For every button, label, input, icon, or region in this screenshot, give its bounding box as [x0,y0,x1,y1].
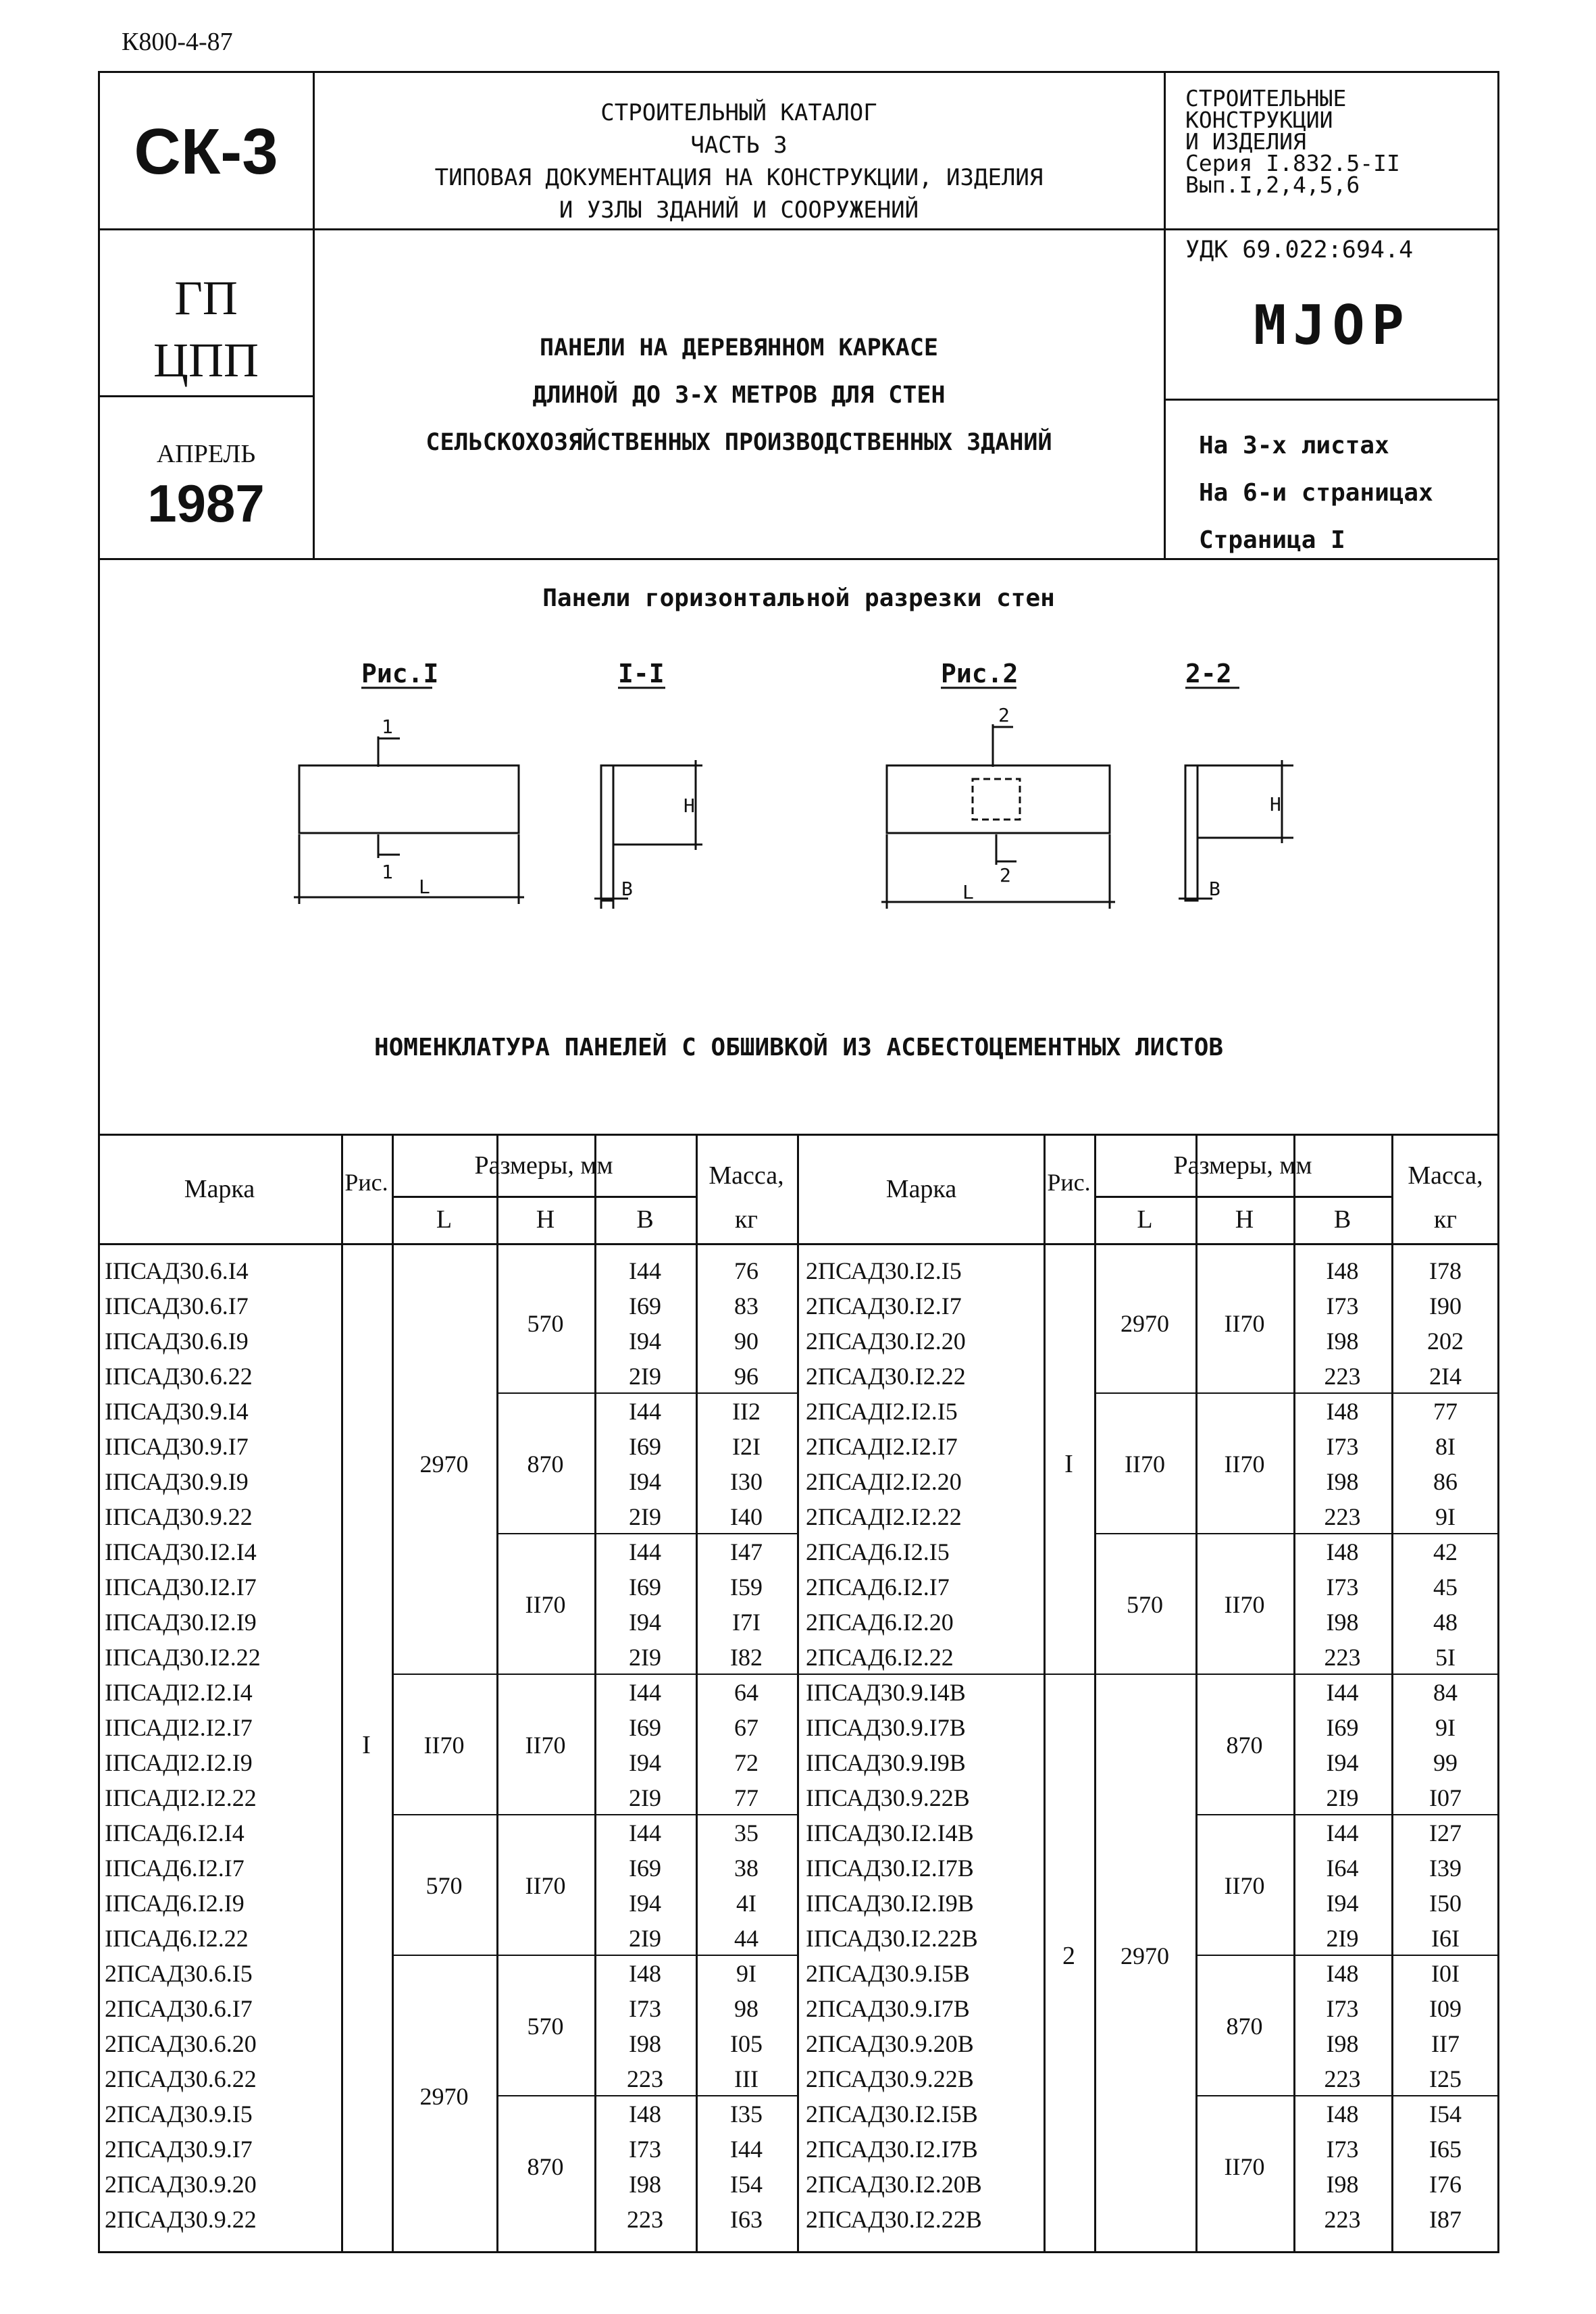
header-sizes: Размеры, мм [1173,1151,1312,1180]
table-separator [797,1135,799,2253]
table-row-mass: I40 [730,1503,763,1530]
table-row-marka: 2ПСАД30.I2.I7 [806,1292,962,1319]
table-row-b: I48 [1326,1538,1359,1565]
group-l-value: 2970 [419,1451,469,1478]
table-row-b: I44 [1326,1819,1359,1846]
section-number: 1 [382,715,393,738]
table-row-mass: 90 [734,1328,758,1355]
table-row-marka: IПСАД30.9.22В [806,1784,970,1811]
table-row-mass: 98 [734,1995,758,2022]
table-row-marka: IПСАД30.I2.I9В [806,1890,974,1917]
table-row-mass: I54 [1429,2101,1462,2128]
table-row-marka: IПСАД30.I2.I7 [105,1574,257,1601]
table-row-mass: I47 [730,1538,763,1565]
table-row-b: I44 [629,1538,661,1565]
table-row-b: I73 [629,1995,661,2022]
table-row-mass: 77 [734,1784,758,1811]
sec2-label: 2-2 [1185,659,1232,688]
table-row-mass: 83 [734,1292,758,1319]
header-rule [799,1243,1044,1245]
table-row-b: I44 [1326,1679,1359,1706]
table-row-b: I48 [1326,1257,1359,1284]
table-row-mass: 38 [734,1855,758,1882]
table-row-mass: I76 [1429,2171,1462,2198]
series-line: И ИЗДЕЛИЯ [1185,128,1306,155]
table-row-marka: IПСАД30.6.22 [105,1363,253,1390]
table-row-mass: 84 [1433,1679,1458,1706]
table-row-mass: I50 [1429,1890,1462,1917]
table-row-b: I94 [1326,1890,1359,1917]
header-marka: Марка [885,1175,957,1203]
table-row-mass: I6I [1431,1925,1460,1952]
table-row-b: I48 [1326,2101,1359,2128]
table-row-b: I69 [629,1855,661,1882]
catalog-code: МЈОР [1254,294,1411,357]
table-row-b: I69 [629,1433,661,1460]
series-line: СТРОИТЕЛЬНЫЕ [1185,85,1347,111]
group-h-value: 570 [527,2013,564,2040]
table-row-b: 223 [1324,1644,1361,1671]
table-row-mass: I39 [1429,1855,1462,1882]
header-rule [341,1243,797,1245]
table-row-b: 223 [1324,1503,1361,1530]
table-row-b: I98 [1326,2030,1359,2057]
table-row-b: 223 [627,2206,663,2233]
table-row-mass: 35 [734,1819,758,1846]
table-row-mass: I59 [730,1574,763,1601]
table-row-mass: 9I [1435,1714,1456,1741]
group-h-value: II70 [525,1732,566,1759]
header-ris: Рис. [1047,1169,1091,1196]
table-row-marka: 2ПСАД30.6.I7 [105,1995,253,2022]
table-row-mass: 96 [734,1363,758,1390]
header-sizes: Размеры, мм [474,1151,613,1180]
table-row-b: 223 [1324,2065,1361,2092]
pages-count: На 6-и страницах [1199,479,1433,507]
section-number: 1 [382,861,393,883]
table-row-marka: 2ПСАД30.9.20 [105,2171,257,2198]
table-row-b: 223 [627,2065,663,2092]
table-row-mass: I09 [1429,1995,1462,2022]
group-ris-value: I [362,1731,371,1759]
table-row-b: I98 [1326,1328,1359,1355]
table-row-mass: I87 [1429,2206,1462,2233]
table-row-marka: 2ПСАД30.I2.22В [806,2206,982,2233]
group-h-value: II70 [1224,1872,1265,1899]
table-row-b: I69 [1326,1714,1359,1741]
table-row-marka: 2ПСАД30.6.20 [105,2030,257,2057]
group-ris-value: 2 [1062,1942,1075,1970]
table-row-b: I44 [629,1679,661,1706]
series-line: Вып.I,2,4,5,6 [1185,172,1360,198]
series-line: КОНСТРУКЦИИ [1185,107,1333,133]
table-row-b: 223 [1324,1363,1361,1390]
table-row-marka: IПСАД30.9.I9 [105,1468,249,1495]
table-row-marka: IПСАД30.I2.I4 [105,1538,257,1565]
table-row-marka: 2ПСАД30.9.22 [105,2206,257,2233]
table-row-b: I94 [1326,1749,1359,1776]
table-row-b: I73 [629,2136,661,2163]
table-row-marka: 2ПСАД30.6.I5 [105,1960,253,1987]
table-row-b: I94 [629,1468,661,1495]
table-row-b: 2I9 [629,1784,661,1811]
table-row-mass: 42 [1433,1538,1458,1565]
table-row-marka: 2ПСАД30.6.22 [105,2065,257,2092]
group-l-value: 570 [1127,1591,1163,1618]
table-row-mass: I63 [730,2206,763,2233]
table-row-mass: 202 [1427,1328,1464,1355]
table-row-marka: IПСАД6.I2.I7 [105,1855,244,1882]
table-row-marka: 2ПСАД30.I2.20 [806,1328,966,1355]
table-row-b: I73 [1326,1574,1359,1601]
table-row-marka: 2ПСАДI2.I2.I5 [806,1398,958,1425]
table-row-marka: 2ПСАД30.9.I7В [806,1995,970,2022]
table-row-marka: IПСАДI2.I2.I4 [105,1679,253,1706]
table-row-mass: I90 [1429,1292,1462,1319]
table-row-marka: 2ПСАД30.9.22В [806,2065,974,2092]
table-row-b: 2I9 [629,1644,661,1671]
fig1-label: Рис.I [361,659,439,688]
table-row-b: I73 [1326,2136,1359,2163]
table-row-marka: 2ПСАДI2.I2.22 [806,1503,962,1530]
table-row-marka: IПСАД30.9.I4 [105,1398,249,1425]
table-row-b: I44 [629,1398,661,1425]
org-line: ГП [174,271,238,325]
sec1-label: I-I [618,659,665,688]
group-h-value: II70 [525,1591,566,1618]
table-row-mass: 5I [1435,1644,1456,1671]
table-row-b: I48 [1326,1960,1359,1987]
table-row-marka: 2ПСАД6.I2.20 [806,1609,954,1636]
table-row-b: I73 [1326,1292,1359,1319]
table-row-b: 2I9 [629,1925,661,1952]
table-row-mass: 48 [1433,1609,1458,1636]
table-row-marka: 2ПСАД30.9.20В [806,2030,974,2057]
table-row-mass: I25 [1429,2065,1462,2092]
table-row-marka: IПСАД30.I2.I4В [806,1819,974,1846]
table-row-b: I73 [1326,1995,1359,2022]
title-line: СЕЛЬСКОХОЗЯЙСТВЕННЫХ ПРОИЗВОДСТВЕННЫХ ЗДАНИЙ [426,429,1052,456]
table-row-mass: 2I4 [1429,1363,1462,1390]
group-l-value: II70 [1125,1451,1165,1478]
fig2-label: Рис.2 [941,659,1019,688]
table-row-marka: 2ПСАД6.I2.I7 [806,1574,950,1601]
sheets-count: На 3-х листах [1199,432,1389,459]
udk-code: УДК 69.022:694.4 [1185,236,1414,263]
group-h-value: II70 [525,1872,566,1899]
table-row-mass: I82 [730,1644,763,1671]
table-row-mass: I54 [730,2171,763,2198]
title-line: ПАНЕЛИ НА ДЕРЕВЯННОМ КАРКАСЕ [539,334,938,361]
catalog-line: И УЗЛЫ ЗДАНИЙ И СООРУЖЕНИЙ [559,197,919,224]
table-row-marka: IПСАД30.9.I7 [105,1433,249,1460]
section-number: 2 [1000,864,1011,886]
group-h-value: II70 [1224,1310,1265,1337]
table-row-mass: 4I [736,1890,756,1917]
table-row-b: I94 [629,1749,661,1776]
table-row-mass: I78 [1429,1257,1462,1284]
header-H: Н [536,1205,555,1234]
document-code: К800-4-87 [122,28,233,56]
group-h-value: II70 [1224,2153,1265,2180]
table-row-b: I94 [629,1609,661,1636]
table-row-mass: 44 [734,1925,758,1952]
group-h-value: II70 [1224,1591,1265,1618]
table-row-b: 2I9 [1326,1925,1359,1952]
table-row-b: I48 [629,1960,661,1987]
table-row-mass: II2 [732,1398,761,1425]
org-line: ЦПП [153,333,259,387]
header-rule [98,1243,341,1245]
header-ris: Рис. [344,1169,388,1196]
group-l-value: 2970 [1121,1942,1169,1969]
table-row-b: I94 [629,1890,661,1917]
table-row-b: I69 [629,1292,661,1319]
header-mass-unit: кг [734,1205,758,1234]
table-row-b: I69 [629,1574,661,1601]
table-row-marka: 2ПСАД30.I2.I7В [806,2136,978,2163]
table-row-mass: 9I [736,1960,756,1987]
table-row-b: I94 [629,1328,661,1355]
length-label: L [419,876,430,898]
header-H: Н [1235,1205,1254,1234]
table-row-mass: 76 [734,1257,758,1284]
table-row-b: I64 [1326,1855,1359,1882]
table-row-b: 2I9 [629,1503,661,1530]
group-l-value: 570 [426,1872,463,1899]
table-row-marka: 2ПСАД30.9.I5В [806,1960,970,1987]
table-row-b: I48 [629,2101,661,2128]
table-row-marka: IПСАДI2.I2.I7 [105,1714,253,1741]
table-row-mass: I65 [1429,2136,1462,2163]
header-mass-unit: кг [1433,1205,1458,1234]
table-row-b: I98 [1326,1468,1359,1495]
table-row-mass: 99 [1433,1749,1458,1776]
table-row-mass: 72 [734,1749,758,1776]
header-rule [1044,1243,1499,1245]
table-row-marka: 2ПСАД30.9.I7 [105,2136,253,2163]
table-row-marka: IПСАД30.6.I4 [105,1257,249,1284]
sk-label: СК-3 [134,116,278,188]
table-row-marka: IПСАД30.I2.22В [806,1925,978,1952]
header-B: В [636,1205,654,1234]
header-mass: Масса, [709,1161,784,1190]
header-B: В [1333,1205,1352,1234]
header-mass: Масса, [1408,1161,1483,1190]
table-row-mass: 86 [1433,1468,1458,1495]
group-l-value: 2970 [1121,1310,1169,1337]
table-row-mass: I7I [732,1609,761,1636]
table-row-mass: I05 [730,2030,763,2057]
width-label: B [621,878,633,900]
header-L: L [436,1205,453,1234]
group-l-value: II70 [423,1732,465,1759]
table-row-marka: IПСАД30.6.I7 [105,1292,249,1319]
table-row-marka: 2ПСАД30.I2.I5 [806,1257,962,1284]
width-label: B [1209,878,1220,900]
table-row-marka: 2ПСАДI2.I2.I7 [806,1433,958,1460]
table-row-mass: I27 [1429,1819,1462,1846]
table-row-marka: IПСАДI2.I2.I9 [105,1749,253,1776]
table-row-mass: II7 [1431,2030,1460,2057]
length-label: L [962,881,974,903]
table-row-b: I98 [1326,1609,1359,1636]
table-row-b: I44 [629,1257,661,1284]
table-row-mass: 9I [1435,1503,1456,1530]
table-row-marka: IПСАД30.6.I9 [105,1328,249,1355]
table-row-marka: IПСАД30.9.22 [105,1503,253,1530]
table-title: НОМЕНКЛАТУРА ПАНЕЛЕЙ С ОБШИВКОЙ ИЗ АСБЕСТОЦЕМЕНТНЫХ ЛИСТОВ [374,1034,1224,1061]
table-row-b: 223 [1324,2206,1361,2233]
table-row-b: I98 [629,2171,661,2198]
table-row-marka: IПСАД6.I2.I4 [105,1819,244,1846]
group-h-value: 870 [1226,1732,1263,1759]
table-row-b: I44 [629,1819,661,1846]
table-row-marka: 2ПСАДI2.I2.20 [806,1468,962,1495]
table-row-marka: IПСАД6.I2.22 [105,1925,249,1952]
section-number: 2 [998,704,1010,726]
group-h-value: 870 [527,2153,564,2180]
page-number: Страница I [1199,526,1345,554]
table-row-marka: 2ПСАД6.I2.I5 [806,1538,950,1565]
table-row-mass: I30 [730,1468,763,1495]
table-row-marka: IПСАД30.I2.22 [105,1644,261,1671]
title-line: ДЛИНОЙ ДО 3-Х МЕТРОВ ДЛЯ СТЕН [532,382,946,409]
header-marka: Марка [184,1175,255,1203]
group-h-value: 870 [1226,2013,1263,2040]
series-line: Серия I.832.5-II [1185,150,1400,176]
table-row-mass: I2I [732,1433,761,1460]
group-ris-value: I [1064,1450,1073,1478]
issue-month: АПРЕЛЬ [156,440,256,468]
group-l-value: 2970 [419,2083,469,2110]
table-row-mass: 45 [1433,1574,1458,1601]
issue-year: 1987 [147,474,265,533]
table-row-marka: 2ПСАД30.9.I5 [105,2101,253,2128]
table-row-mass: I35 [730,2101,763,2128]
table-row-mass: I07 [1429,1784,1462,1811]
table-row-marka: 2ПСАД30.I2.I5В [806,2101,978,2128]
table-row-b: I98 [1326,2171,1359,2198]
header-L: L [1137,1205,1153,1234]
table-row-mass: III [734,2065,758,2092]
group-h-value: 570 [527,1310,564,1337]
table-row-mass: 67 [734,1714,758,1741]
table-row-mass: 64 [734,1679,758,1706]
table-row-mass: 77 [1433,1398,1458,1425]
table-row-marka: IПСАД6.I2.I9 [105,1890,244,1917]
table-row-marka: 2ПСАД6.I2.22 [806,1644,954,1671]
table-row-marka: IПСАД30.I2.I9 [105,1609,257,1636]
table-row-marka: IПСАД30.9.I9В [806,1749,966,1776]
table-row-marka: IПСАД30.9.I7В [806,1714,966,1741]
table-row-marka: 2ПСАД30.I2.22 [806,1363,966,1390]
table-row-mass: I44 [730,2136,763,2163]
catalog-line: СТРОИТЕЛЬНЫЙ КАТАЛОГ [600,99,877,126]
height-label: H [684,795,695,817]
catalog-line: ТИПОВАЯ ДОКУМЕНТАЦИЯ НА КОНСТРУКЦИИ, ИЗДЕЛИЯ [434,164,1044,191]
table-row-marka: IПСАД30.9.I4В [806,1679,966,1706]
table-row-b: I73 [1326,1433,1359,1460]
catalog-line: ЧАСТЬ 3 [690,132,788,159]
table-row-marka: 2ПСАД30.I2.20В [806,2171,982,2198]
table-row-b: I98 [629,2030,661,2057]
table-row-b: I48 [1326,1398,1359,1425]
table-row-b: I69 [629,1714,661,1741]
table-row-marka: IПСАД30.I2.I7В [806,1855,974,1882]
group-h-value: 870 [527,1451,564,1478]
drawing-title: Панели горизонтальной разрезки стен [542,584,1055,612]
table-row-mass: 8I [1435,1433,1456,1460]
table-row-b: 2I9 [1326,1784,1359,1811]
table-row-b: 2I9 [629,1363,661,1390]
table-row-marka: IПСАДI2.I2.22 [105,1784,257,1811]
group-h-value: II70 [1224,1451,1265,1478]
table-row-mass: I0I [1431,1960,1460,1987]
height-label: H [1270,793,1281,815]
